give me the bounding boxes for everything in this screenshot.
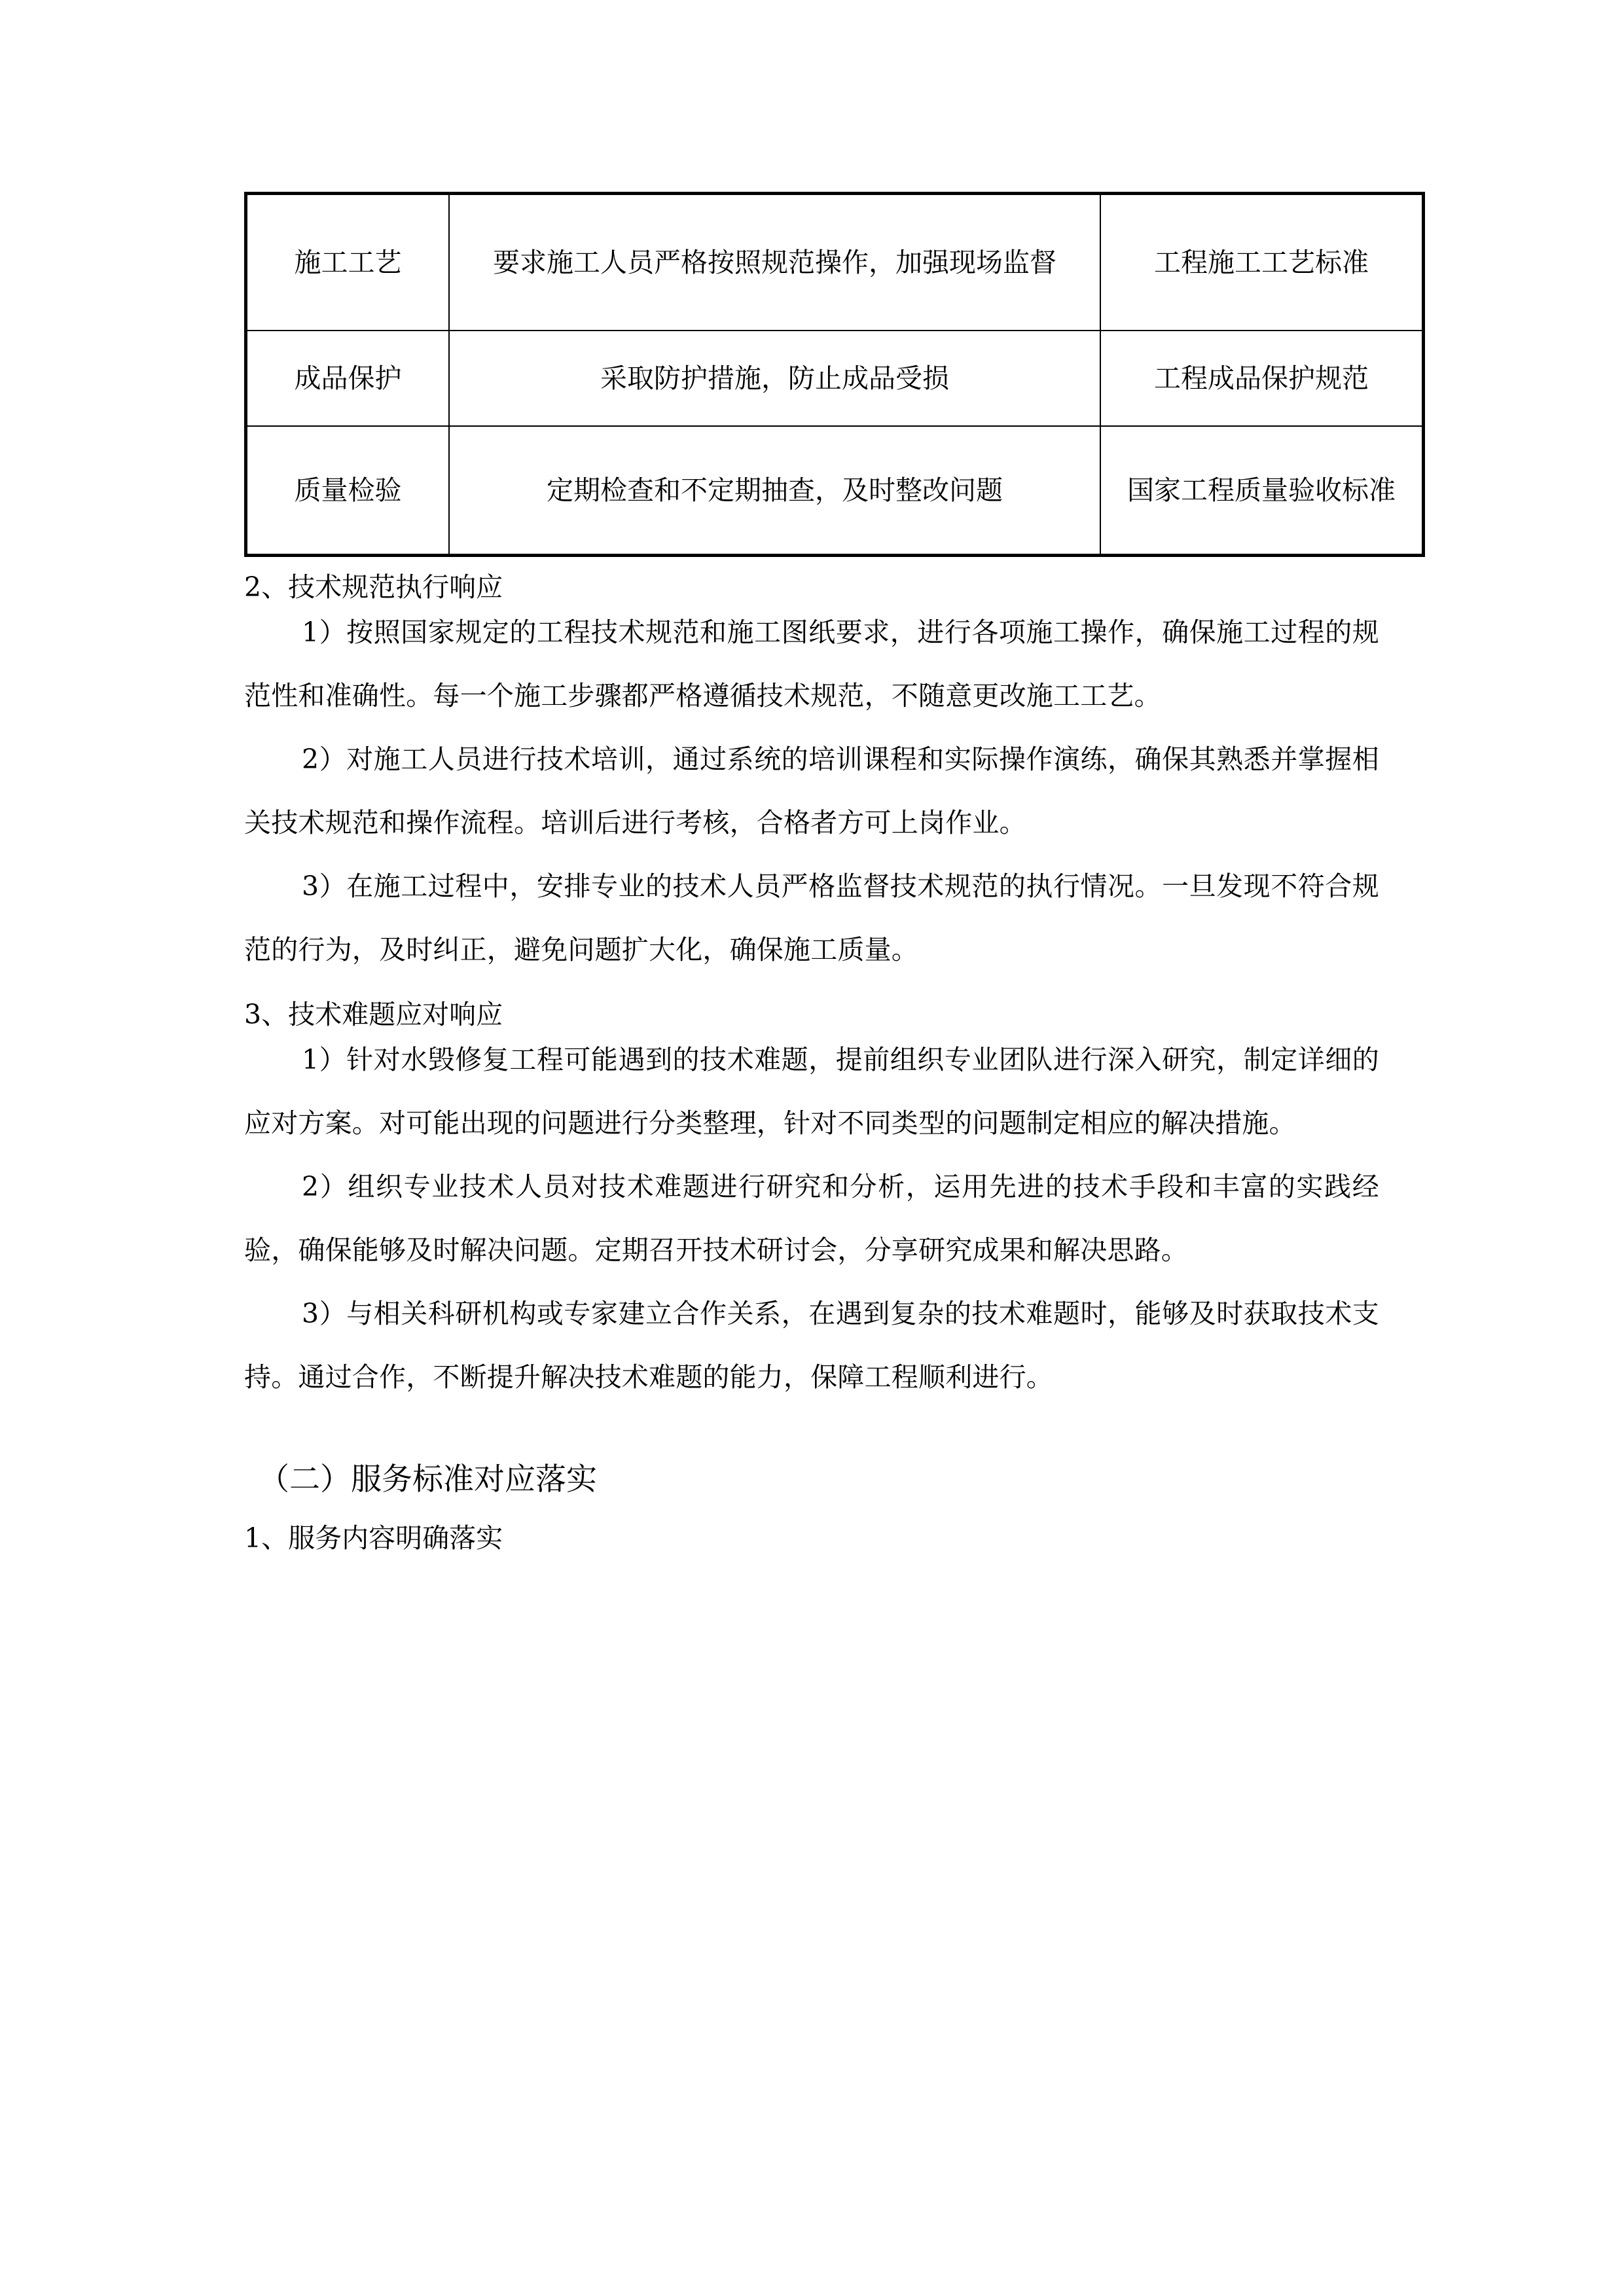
table-cell-category: 成品保护 xyxy=(246,331,450,426)
table-cell-standard: 工程施工工艺标准 xyxy=(1100,194,1424,331)
chapter-title: （二）服务标准对应落实 xyxy=(259,1462,597,1498)
table-row xyxy=(246,194,1424,331)
table-row xyxy=(246,331,1424,426)
table-cell-measure: 采取防护措施，防止成品受损 xyxy=(449,331,1100,426)
section-2-item-1: 1）按照国家规定的工程技术规范和施工图纸要求，进行各项施工操作，确保施工过程的规范性和准确性。每一个施工步骤都严格遵循技术规范，不随意更改施工工艺。 xyxy=(244,617,1379,711)
chapter-subheading: 1、服务内容明确落实 xyxy=(244,1522,503,1554)
spacer xyxy=(244,1409,1379,1464)
table-row xyxy=(246,426,1424,556)
table-cell-standard: 国家工程质量验收标准 xyxy=(1100,426,1424,556)
page-content xyxy=(244,0,1396,1554)
table-cell-measure: 要求施工人员严格按照规范操作，加强现场监督 xyxy=(449,194,1100,331)
section-3-item-1: 1）针对水毁修复工程可能遇到的技术难题，提前组织专业团队进行深入研究，制定详细的应对方案。对可能出现的问题进行分类整理，针对不同类型的问题制定相应的解决措施。 xyxy=(244,1044,1379,1139)
section-3-item-2: 2）组织专业技术人员对技术难题进行研究和分析，运用先进的技术手段和丰富的实践经验，确保能够及时解决问题。定期召开技术研讨会，分享研究成果和解决思路。 xyxy=(244,1171,1379,1266)
table-cell-category: 质量检验 xyxy=(246,426,450,556)
section-3-item-3: 3）与相关科研机构或专家建立合作关系，在遇到复杂的技术难题时，能够及时获取技术支持。通过合作，不断提升解决技术难题的能力，保障工程顺利进行。 xyxy=(244,1298,1379,1393)
spacer xyxy=(244,1495,1379,1525)
table-cell-category: 施工工艺 xyxy=(246,194,450,331)
section-heading-3: 3、技术难题应对响应 xyxy=(244,999,503,1030)
section-2-item-2: 2）对施工人员进行技术培训，通过系统的培训课程和实际操作演练，确保其熟悉并掌握相关技术规范和操作流程。培训后进行考核，合格者方可上岗作业。 xyxy=(244,744,1379,838)
table-cell-measure: 定期检查和不定期抽查，及时整改问题 xyxy=(449,426,1100,556)
section-heading-2: 2、技术规范执行响应 xyxy=(244,571,503,603)
quality-control-table xyxy=(244,192,1425,557)
section-2-item-3: 3）在施工过程中，安排专业的技术人员严格监督技术规范的执行情况。一旦发现不符合规范的行为，及时纠正，避免问题扩大化，确保施工质量。 xyxy=(244,870,1379,965)
table-cell-standard: 工程成品保护规范 xyxy=(1100,331,1424,426)
